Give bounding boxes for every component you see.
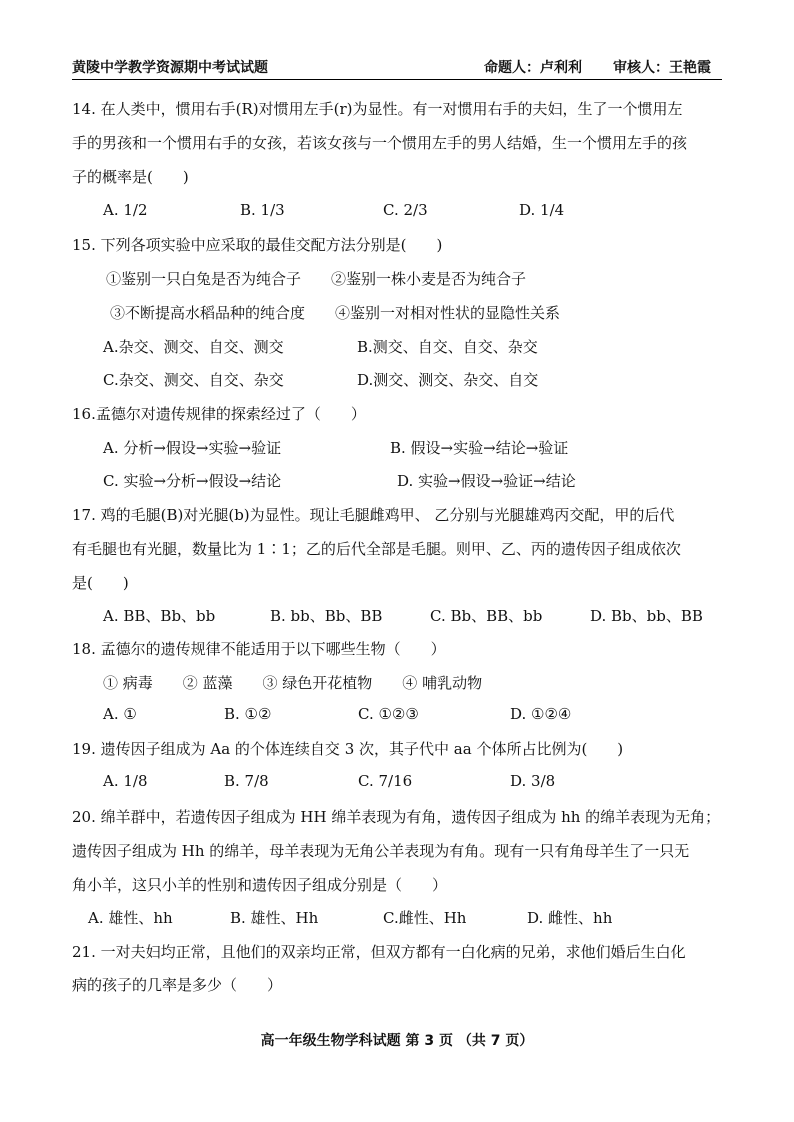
question-setter: 命题人：卢利利 — [484, 60, 582, 76]
q18-option-c[interactable]: C. ①②③ — [358, 705, 419, 723]
q14-option-b[interactable]: B. 1/3 — [240, 201, 285, 219]
q17-option-c[interactable]: C. Bb、BB、bb — [430, 607, 543, 625]
q15-option-b[interactable]: B.测交、自交、自交、杂交 — [357, 338, 538, 356]
q17-option-a[interactable]: A. BB、Bb、bb — [103, 607, 216, 625]
q20-option-d[interactable]: D. 雌性、hh — [527, 909, 613, 927]
q14-line-1: 14. 在人类中，惯用右手(R)对惯用左手(r)为显性。有一对惯用右手的夫妇，生了一个惯用左 — [72, 100, 683, 118]
q14-line-3: 子的概率是( ) — [72, 168, 189, 186]
page-footer: 高一年级生物学科试题 第 3 页 （共 7 页） — [260, 1033, 534, 1049]
q14-line-2: 手的男孩和一个惯用右手的女孩，若该女孩与一个惯用左手的男人结婚，生一个惯用左手的孩 — [72, 134, 688, 152]
q16-option-d[interactable]: D. 实验→假设→验证→结论 — [397, 472, 576, 490]
q16-line-1: 16.孟德尔对遗传规律的探索经过了（ ） — [72, 405, 366, 423]
q20-line-3: 角小羊，这只小羊的性别和遗传因子组成分别是（ ） — [72, 876, 448, 894]
q20-option-a[interactable]: A. 雄性、hh — [88, 909, 173, 927]
q15-line-3: ③不断提高水稻品种的纯合度 ④鉴别一对相对性状的显隐性关系 — [110, 304, 561, 322]
q18-line-2: ① 病毒 ② 蓝藻 ③ 绿色开花植物 ④ 哺乳动物 — [103, 674, 483, 692]
q20-option-b[interactable]: B. 雄性、Hh — [230, 909, 319, 927]
q14-option-d[interactable]: D. 1/4 — [519, 201, 565, 219]
q19-line-1: 19. 遗传因子组成为 Aa 的个体连续自交 3 次，其子代中 aa 个体所占比例为( ) — [72, 740, 624, 758]
q18-option-b[interactable]: B. ①② — [224, 705, 272, 723]
q15-line-2: ①鉴别一只白兔是否为纯合子 ②鉴别一株小麦是否为纯合子 — [106, 270, 527, 288]
q14-option-a[interactable]: A. 1/2 — [103, 201, 148, 219]
q18-option-d[interactable]: D. ①②④ — [510, 705, 572, 723]
q16-option-c[interactable]: C. 实验→分析→假设→结论 — [103, 472, 282, 490]
q20-line-1: 20. 绵羊群中，若遗传因子组成为 HH 绵羊表现为有角，遗传因子组成为 hh 的绵羊表现为无角； — [72, 808, 721, 826]
q20-line-2: 遗传因子组成为 Hh 的绵羊，母羊表现为无角公羊表现为有角。现有一只有角母羊生了一只无 — [72, 842, 690, 860]
q17-line-3: 是( ) — [72, 574, 129, 592]
q18-option-a[interactable]: A. ① — [103, 705, 137, 723]
q15-option-c[interactable]: C.杂交、测交、自交、杂交 — [103, 371, 284, 389]
q17-option-d[interactable]: D. Bb、bb、BB — [590, 607, 703, 625]
q17-line-2: 有毛腿也有光腿，数量比为 1∶1；乙的后代全部是毛腿。则甲、乙、丙的遗传因子组成依次 — [72, 540, 681, 558]
q16-option-b[interactable]: B. 假设→实验→结论→验证 — [390, 439, 569, 457]
q17-option-b[interactable]: B. bb、Bb、BB — [270, 607, 383, 625]
q15-option-a[interactable]: A.杂交、测交、自交、测交 — [103, 338, 284, 356]
q19-option-c[interactable]: C. 7/16 — [358, 772, 413, 790]
q16-option-a[interactable]: A. 分析→假设→实验→验证 — [103, 439, 282, 457]
reviewer: 审核人：王艳霞 — [613, 60, 711, 76]
q15-option-d[interactable]: D.测交、测交、杂交、自交 — [357, 371, 539, 389]
q17-line-1: 17. 鸡的毛腿(B)对光腿(b)为显性。现让毛腿雌鸡甲、 乙分别与光腿雄鸡丙交配，甲的后代 — [72, 506, 675, 524]
q19-option-a[interactable]: A. 1/8 — [103, 772, 148, 790]
q15-line-1: 15. 下列各项实验中应采取的最佳交配方法分别是( ) — [72, 236, 443, 254]
q20-option-c[interactable]: C.雌性、Hh — [383, 909, 467, 927]
q19-option-d[interactable]: D. 3/8 — [510, 772, 556, 790]
q18-line-1: 18. 孟德尔的遗传规律不能适用于以下哪些生物（ ） — [72, 640, 446, 658]
q21-line-1: 21. 一对夫妇均正常，且他们的双亲均正常，但双方都有一白化病的兄弟，求他们婚后生白化 — [72, 943, 686, 961]
q21-line-2: 病的孩子的几率是多少（ ） — [72, 976, 283, 994]
school-exam-title: 黄陵中学教学资源期中考试试题 — [72, 60, 268, 76]
q19-option-b[interactable]: B. 7/8 — [224, 772, 269, 790]
page-header — [72, 55, 722, 80]
q14-option-c[interactable]: C. 2/3 — [383, 201, 428, 219]
